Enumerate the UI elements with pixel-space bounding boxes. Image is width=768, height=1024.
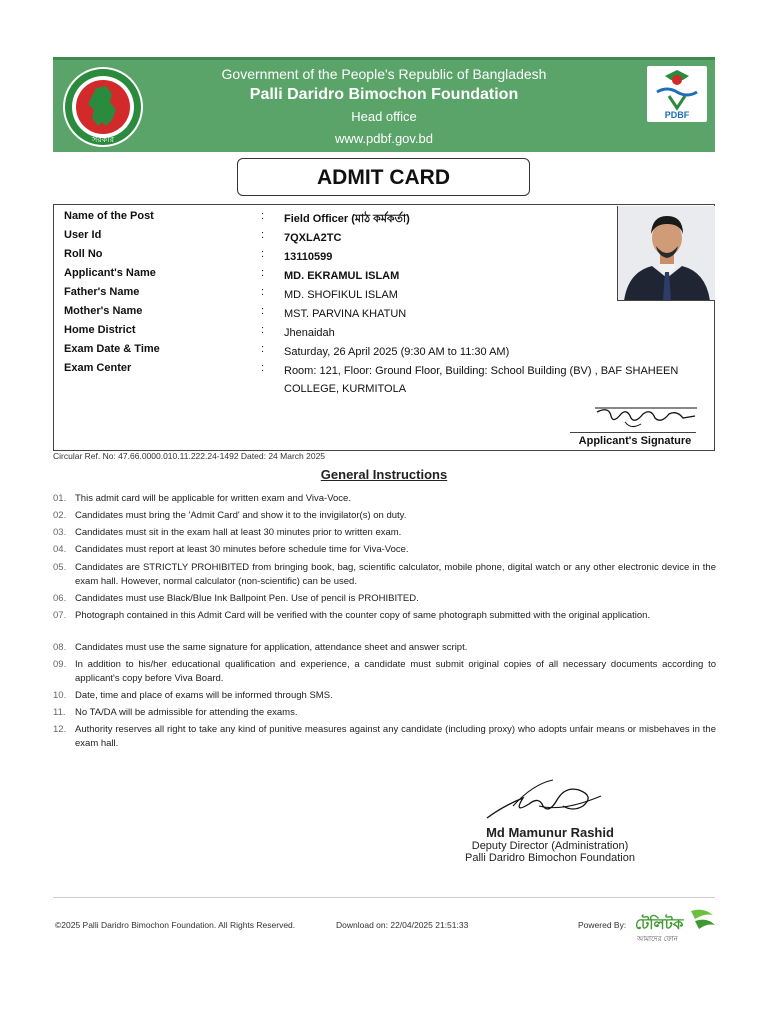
instructions-title: General Instructions [320,467,448,482]
organization-name: Palli Daridro Bimochon Foundation [249,86,519,103]
home-district-label: Home District [64,324,136,336]
applicant-info-table: Name of the Post : Field Officer (মাঠ কর্মকর্তা) User Id : 7QXLA2TC Roll No : 13110599 Applicant's Name : MD. EKRAMUL ISLAM Father's Name : MD. SHOFIKUL ISLAM Mother's Name : MST. PARVINA KHATUN Home District : Jhenaidah Exam Date & Time : Saturday, 26 April 2025 (9:30 AM to 11:30 AM) Exam Center : Room: 121, Floor: Ground Floor, Building: School Building (BV) , BAF SHAHEEN COLLEGE, KURMITOLA Applicant's Signature [53,204,715,451]
svg-text:আমাদের ফোন: আমাদের ফোন [637,935,678,943]
footer-divider [53,897,715,898]
signature-line [570,432,696,433]
authority-name: Md Mamunur Rashid [486,825,614,840]
applicant-name-label: Applicant's Name [64,267,156,279]
user-id-value: 7QXLA2TC [284,232,342,244]
exam-date-value: Saturday, 26 April 2025 (9:30 AM to 11:30 AM) [284,346,510,358]
authority-organization: Palli Daridro Bimochon Foundation [465,852,635,864]
exam-center-value: Room: 121, Floor: Ground Floor, Building: School Building (BV) , BAF SHAHEEN COLLEGE, KURMITOLA [284,365,679,395]
svg-text:PDBF: PDBF [664,110,690,120]
applicant-signature-image [591,402,701,434]
exam-date-label: Exam Date & Time [64,343,160,355]
office-name: Head office [351,109,417,124]
website-link[interactable]: www.pdbf.gov.bd [334,131,434,146]
father-name-value: MD. SHOFIKUL ISLAM [284,289,398,301]
mother-name-value: MST. PARVINA KHATUN [284,308,407,320]
home-district-value: Jhenaidah [284,327,335,339]
svg-text:সরকার: সরকার [91,135,115,144]
download-timestamp: Download on: 22/04/2025 21:51:33 [336,920,469,930]
authority-signature-image [483,776,608,822]
roll-no-label: Roll No [64,248,103,260]
authority-designation: Deputy Director (Administration) [471,840,629,852]
pdbf-logo-icon [647,66,707,122]
post-value: Field Officer (মাঠ কর্মকর্তা) [284,213,410,225]
exam-center-label: Exam Center [64,362,132,374]
circular-reference: Circular Ref. No: 47.66.0000.010.11.222.24-1492 Dated: 24 March 2025 [53,451,326,461]
roll-no-value: 13110599 [284,251,333,263]
admit-card-title: ADMIT CARD [237,158,530,196]
applicant-photo [617,206,715,301]
svg-text:টেলিটক: টেলিটক [635,915,684,933]
teletalk-logo-icon [633,905,717,945]
user-id-label: User Id [64,229,102,241]
post-label: Name of the Post [64,210,154,222]
mother-name-label: Mother's Name [64,305,143,317]
applicant-signature-label: Applicant's Signature [578,435,692,447]
father-name-label: Father's Name [64,286,140,298]
applicant-name-value: MD. EKRAMUL ISLAM [284,270,400,282]
copyright-text: ©2025 Palli Daridro Bimochon Foundation. All Rights Reserved. [55,920,296,930]
government-name: Government of the People's Republic of Bangladesh [221,66,547,82]
header-banner [53,57,715,152]
powered-by-label: Powered By: [578,920,627,930]
